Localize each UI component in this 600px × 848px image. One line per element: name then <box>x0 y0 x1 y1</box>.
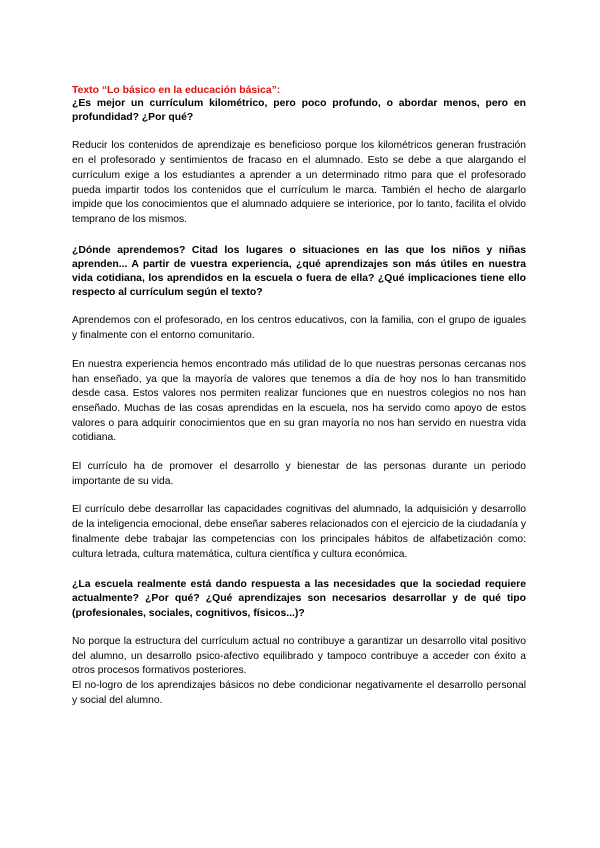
answer-2-paragraph-4: El currículo debe desarrollar las capacidades cognitivas del alumnado, la adquisición y desarrollo de la inteligencia emocional, debe enseñar saberes relacionados con el ejercicio de la ciudadanía y finalmente debe trabajar las competencias con los principales hábitos de alfabetización como: cultura letrada, cultura matemática, cultura científica y cultura económica. <box>72 504 526 560</box>
answer-2-paragraph-1: Aprendemos con el profesorado, en los centros educativos, con la familia, con el grupo de iguales y finalmente con el entorno comunitario. <box>72 315 526 342</box>
answer-3-paragraph-2: El no-logro de los aprendizajes básicos no debe condicionar negativamente el desarrollo personal y social del alumno. <box>72 680 526 706</box>
answer-3-paragraph-1: No porque la estructura del currículum actual no contribuye a garantizar un desarrollo vital positivo del alumno, un desarrollo psico-afectivo equilibrado y tampoco contribuye a acceder con éxito a otros procesos formativos posteriores. <box>72 635 526 677</box>
document-title: Texto “Lo básico en la educación básica”: <box>72 85 281 96</box>
answer-2-paragraph-2: En nuestra experiencia hemos encontrado más utilidad de lo que nuestras personas cercanas nos han enseñado, ya que la mayoría de valores que tenemos a día de hoy nos lo han transmitido desde casa. Estos valores nos permiten realizar funciones que en nuestros colegios no nos han enseñado. Muchas de las cosas aprendidas en la escuela, nos ha servido como apoyo de estos valores o para adquirir conocimientos que en su gran mayoría no nos han servido en nuestra vida cotidiana. <box>72 358 526 444</box>
question-2: ¿Dónde aprendemos? Citad los lugares o situaciones en las que los niños y niñas aprenden... A partir de vuestra experiencia, ¿qué aprendizajes son más útiles en nuestra vida cotidiana, los aprendidos en la escuela o fuera de ella? ¿Qué implicaciones tiene ello respecto al currículum según el texto? <box>72 244 526 299</box>
answer-2-paragraph-3: El currículo ha de promover el desarrollo y bienestar de las personas durante un periodo importante de su vida. <box>72 461 526 487</box>
answer-1-paragraph-1: Reducir los contenidos de aprendizaje es beneficioso porque los kilométricos generan frustración en el profesorado y sentimientos de fracaso en el alumnado. Esto se debe a que alargando el currículum exige a los estudiantes a aprender a un determinado ritmo para que el profesorado pueda impartir todos los contenidos que el currículum le marca. También el hecho de alargarlo impide que los conocimientos que el alumnado adquiere se interiorice, por lo tanto, facilita el olvido temprano de los mismos. <box>72 140 526 225</box>
question-3: ¿La escuela realmente está dando respuesta a las necesidades que la sociedad requiere actualmente? ¿Por qué? ¿Qué aprendizajes son necesarios desarrollar y de qué tipo (profesionales, sociales, cognitivos, físicos...)? <box>72 579 526 619</box>
question-1: ¿Es mejor un currículum kilométrico, pero poco profundo, o abordar menos, pero en profundidad? ¿Por qué? <box>72 98 526 124</box>
document-page <box>72 84 526 708</box>
